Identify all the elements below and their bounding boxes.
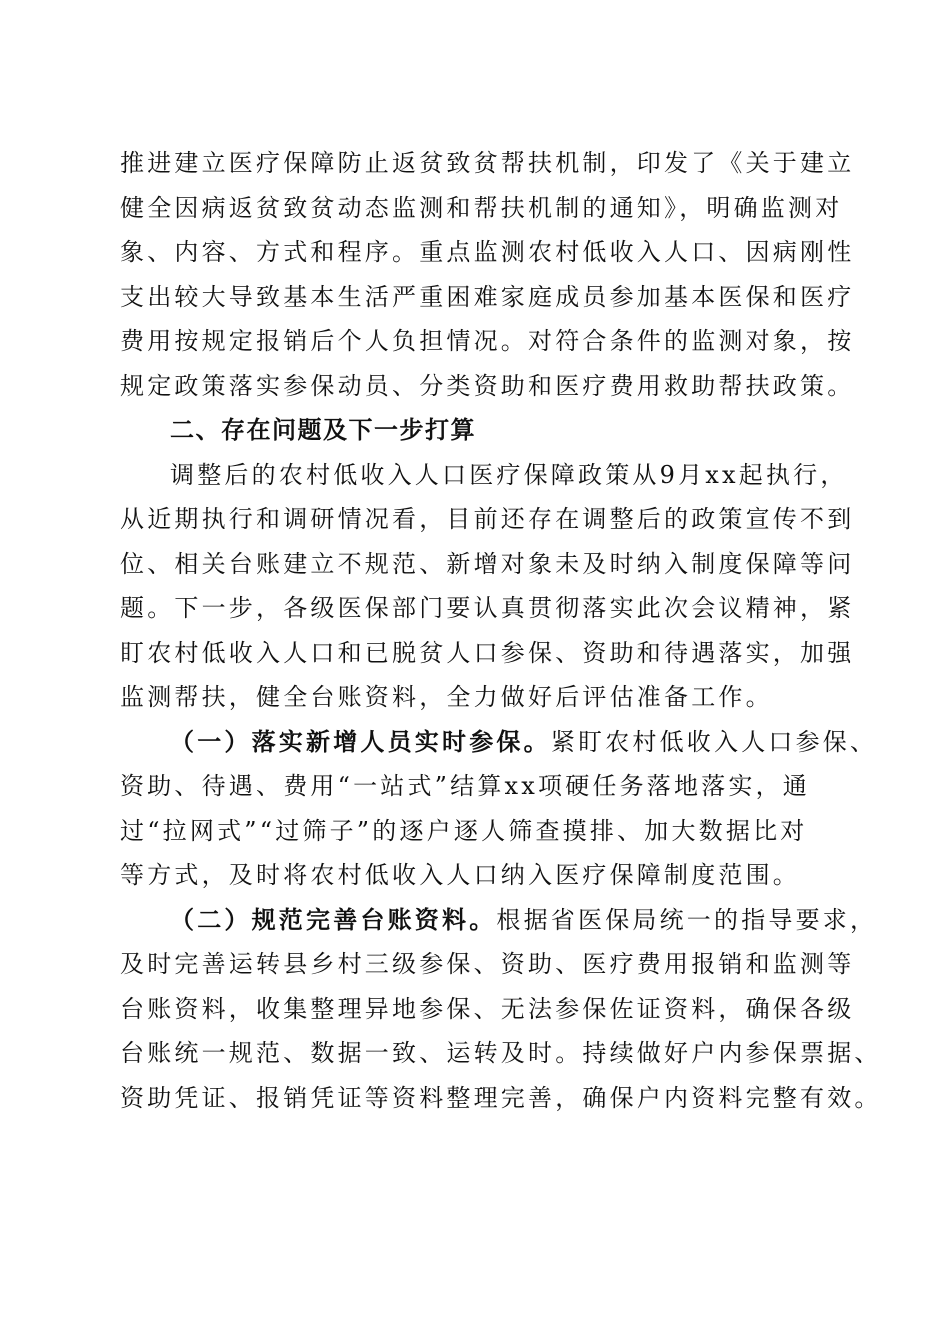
item-ledger-standardization: [120, 898, 882, 1121]
paragraph-line: 费用按规定报销后个人负担情况。对符合条件的监测对象，按: [120, 327, 855, 355]
item-first-line: [120, 720, 878, 765]
paragraph-line: 台账统一规范、数据一致、运转及时。持续做好户内参保票据、: [120, 1039, 882, 1067]
paragraph-problems: [120, 453, 855, 720]
item-text: 紧盯农村低收入人口参保、: [550, 727, 878, 756]
paragraph-line: 台账资料，收集整理异地参保、无法参保佐证资料，确保各级: [120, 994, 855, 1023]
item-title: （二）规范完善台账资料。: [170, 905, 497, 934]
paragraph-line: 象、内容、方式和程序。重点监测农村低收入人口、因病刚性: [120, 238, 855, 266]
section-heading-problems: 二、存在问题及下一步打算: [170, 416, 476, 444]
paragraph-line: 等方式，及时将农村低收入人口纳入医疗保障制度范围。: [120, 861, 800, 889]
paragraph-line: 资助、待遇、费用“一站式”结算xx项硬任务落地落实，通: [120, 772, 811, 800]
item-first-line: [120, 898, 878, 943]
paragraph-line: 资助凭证、报销凭证等资料整理完善，确保户内资料完整有效。: [120, 1083, 882, 1112]
item-text: 根据省医保局统一的指导要求，: [496, 905, 878, 934]
item-title: （一）落实新增人员实时参保。: [170, 727, 551, 756]
paragraph-line: 及时完善运转县乡村三级参保、资助、医疗费用报销和监测等: [120, 950, 855, 978]
paragraph-line: 过“拉网式”“过筛子”的逐户逐人筛查摸排、加大数据比对: [120, 816, 808, 845]
item-new-enrollment: [120, 720, 878, 898]
document-body: [120, 141, 882, 1120]
paragraph-line: 健全因病返贫致贫动态监测和帮扶机制的通知》，明确监测对: [120, 193, 843, 222]
paragraph-line: 监测帮扶，健全台账资料，全力做好后评估准备工作。: [120, 683, 773, 711]
paragraph-line: 盯农村低收入人口和已脱贫人口参保、资助和待遇落实，加强: [120, 638, 855, 667]
paragraph-line: 位、相关台账建立不规范、新增对象未及时纳入制度保障等问: [120, 549, 855, 578]
paragraph-monitoring-mechanism: [120, 141, 855, 408]
paragraph-line: 调整后的农村低收入人口医疗保障政策从9月xx起执行，: [170, 460, 848, 489]
paragraph-line: 规定政策落实参保动员、分类资助和医疗费用救助帮扶政策。: [120, 371, 855, 400]
paragraph-line: 支出较大导致基本生活严重困难家庭成员参加基本医保和医疗: [120, 282, 855, 311]
paragraph-line: 从近期执行和调研情况看，目前还存在调整后的政策宣传不到: [120, 505, 855, 533]
paragraph-line: 推进建立医疗保障防止返贫致贫帮扶机制，印发了《关于建立: [120, 149, 855, 177]
paragraph-line: 题。下一步，各级医保部门要认真贯彻落实此次会议精神，紧: [120, 594, 855, 622]
